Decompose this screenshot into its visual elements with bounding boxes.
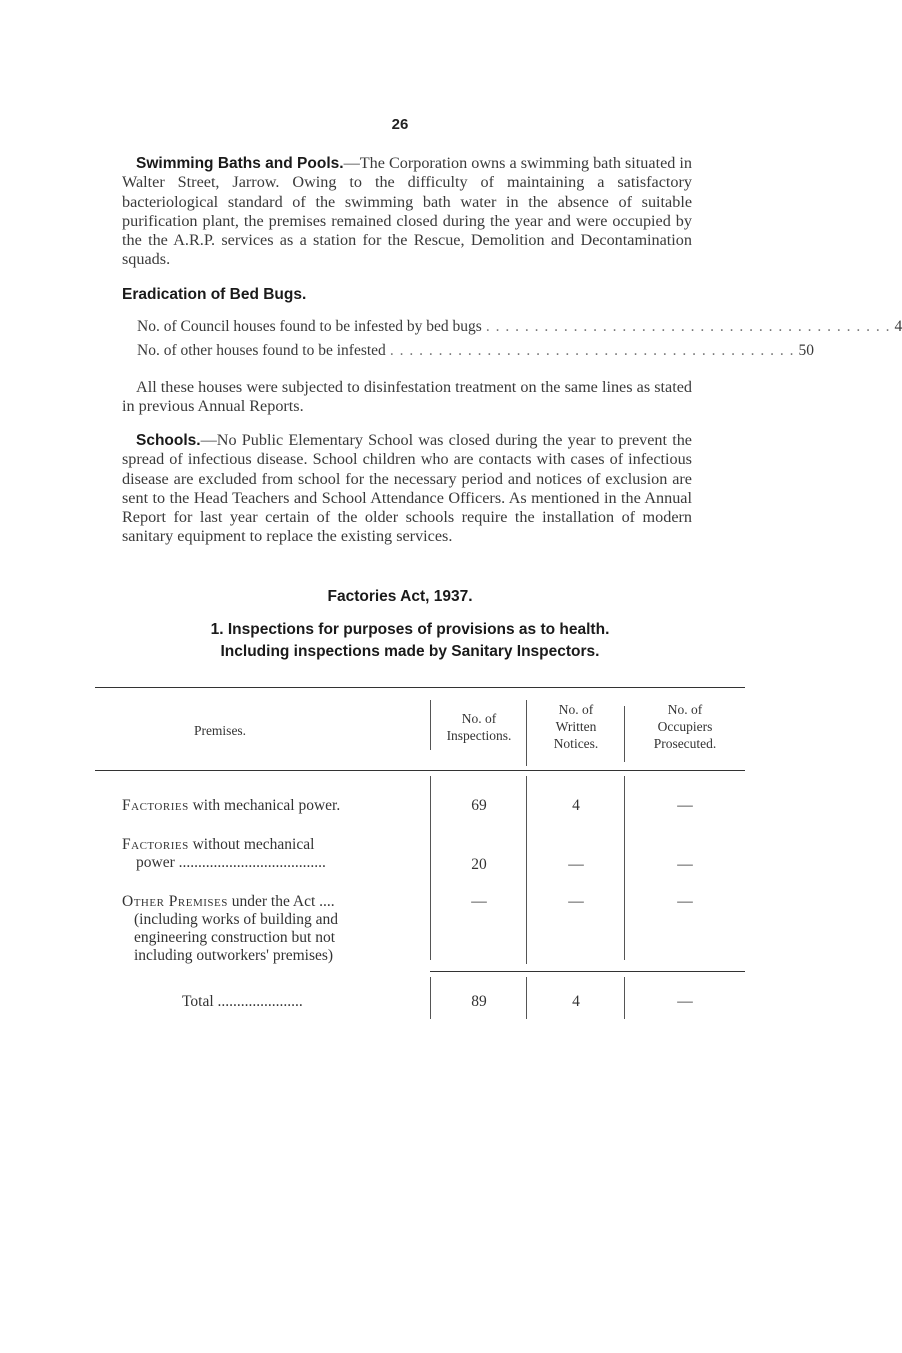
table-header-rule: [95, 770, 745, 771]
bed-bugs-row-value: 50: [798, 342, 814, 359]
cell-notices: —: [568, 856, 584, 873]
row-label-text: including outworkers' premises): [134, 947, 334, 964]
row-label: [122, 836, 428, 872]
column-divider: [430, 977, 431, 1019]
page-number: 26: [391, 116, 409, 133]
row-label-caps: Other Premises: [122, 893, 228, 910]
bed-bugs-row-other: [137, 342, 814, 362]
bed-bugs-heading: Eradication of Bed Bugs.: [122, 286, 307, 303]
column-divider: [526, 776, 527, 964]
header-line: Occupiers: [657, 719, 713, 734]
cell-inspections: 69: [471, 797, 487, 814]
leader-dots: . . . . . . . . . . . . . . . . . . . . . . . . . . . . . . . . . . . . . . . . . .: [389, 342, 795, 359]
header-line: Inspections.: [446, 728, 512, 743]
header-line: No. of: [558, 702, 594, 717]
row-label-text: under the Act ....: [227, 893, 335, 910]
header-line: No. of: [667, 702, 703, 717]
cell-inspections: 20: [471, 856, 487, 873]
cell-notices: —: [568, 893, 584, 910]
header-premises: Premises.: [193, 723, 247, 738]
column-divider: [624, 977, 625, 1019]
row-label-caps: Factories: [122, 797, 189, 814]
cell-prosecuted: —: [677, 856, 693, 873]
header-notices: [528, 701, 624, 752]
column-divider: [624, 776, 625, 960]
total-notices: 4: [572, 993, 580, 1010]
header-line: Prosecuted.: [653, 736, 717, 751]
header-line: No. of: [461, 711, 497, 726]
column-divider: [430, 700, 431, 750]
bed-bugs-note: [122, 378, 692, 417]
swimming-paragraph: [122, 154, 692, 270]
column-divider: [624, 706, 625, 762]
header-line: Written: [555, 719, 597, 734]
bed-bugs-note-text: All these houses were subjected to disinfestation treatment on the same lines as stated in previous Annual Reports.: [122, 378, 692, 416]
cell-prosecuted: —: [677, 797, 693, 814]
bed-bugs-row-council: [137, 318, 902, 338]
bed-bugs-row-label: No. of Council houses found to be infested by bed bugs: [137, 318, 482, 335]
row-label-text: engineering construction but not: [134, 929, 336, 946]
table-total-rule: [430, 971, 745, 972]
cell-inspections: —: [471, 893, 487, 910]
header-line: Notices.: [553, 736, 599, 751]
column-divider: [526, 977, 527, 1019]
column-divider: [430, 776, 431, 960]
factories-subheading-2: Including inspections made by Sanitary Inspectors.: [220, 643, 600, 660]
header-inspections: [432, 710, 526, 744]
swimming-title: Swimming Baths and Pools.: [136, 155, 344, 172]
swimming-text: —The Corporation owns a swimming bath situated in Walter Street, Jarrow. Owing to the difficulty of maintaining a satisfactory bacteriological standard of the swimming bath water in the absence of suitable purification plant, the premises remained closed during the year and were occupied by the the A.R.P. services as a station for the Rescue, Demolition and Decontamination squads.: [122, 154, 692, 269]
row-label-caps: Factories: [122, 836, 189, 853]
schools-paragraph: [122, 431, 692, 547]
row-label-text: power ......................................: [136, 854, 326, 871]
schools-text: —No Public Elementary School was closed during the year to prevent the spread of infectious disease. School children who are contacts with cases of infectious disease are excluded from school for the necessary period and notices of exclusion are sent to the Head Teachers and School Attendance Officers. As mentioned in the Annual Report for last year certain of the older schools require the installation of modern sanitary equipment to replace the existing services.: [122, 431, 692, 546]
total-prosecuted: —: [677, 993, 693, 1010]
total-label: Total ......................: [182, 993, 303, 1010]
row-label-text: (including works of building and: [134, 911, 339, 928]
factories-subheading-1: 1. Inspections for purposes of provisions as to health.: [210, 621, 610, 638]
factories-heading: Factories Act, 1937.: [327, 588, 473, 605]
row-label: [122, 797, 340, 815]
bed-bugs-row-value: 4: [894, 318, 902, 335]
bed-bugs-row-label: No. of other houses found to be infested: [137, 342, 386, 359]
leader-dots: . . . . . . . . . . . . . . . . . . . . . . . . . . . . . . . . . . . . . . . . . .: [485, 318, 891, 335]
header-prosecuted: [626, 701, 744, 752]
total-inspections: 89: [471, 993, 487, 1010]
row-label-text: with mechanical power.: [188, 797, 341, 814]
schools-title: Schools.: [136, 432, 201, 449]
cell-notices: 4: [572, 797, 580, 814]
column-divider: [526, 700, 527, 766]
table-top-rule: [95, 687, 745, 688]
row-label-text: without mechanical: [188, 836, 315, 853]
row-label: [122, 893, 428, 965]
cell-prosecuted: —: [677, 893, 693, 910]
